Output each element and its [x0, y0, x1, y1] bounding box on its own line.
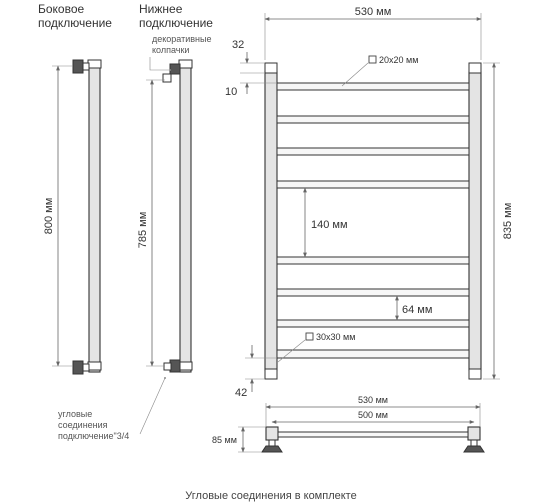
front-width-dimension [265, 6, 481, 60]
decorative-caps-label-line1: декоративные [152, 34, 212, 44]
side-connection-title-line2: подключение [38, 16, 112, 30]
bottom-view-right-post [468, 427, 480, 440]
bottom-view-top-cap [179, 60, 192, 68]
caption: Угловые соединения в комплекте [185, 490, 357, 502]
gap-small-label: 64 мм [402, 304, 433, 316]
side-view-bottom-fitting [73, 361, 83, 374]
crossbar [277, 320, 469, 327]
bottom-view-rail [180, 62, 191, 372]
corner-connection-label-line1: угловые [58, 409, 93, 419]
bottom-connection-title-line1: Нижнее [139, 2, 183, 16]
front-right-rail [469, 72, 481, 370]
crossbar [277, 148, 469, 155]
square-profile-icon [306, 333, 313, 340]
depth-label: 85 мм [212, 435, 237, 445]
front-left-top-cap [265, 63, 277, 73]
bottom-view-right-fitting [464, 446, 484, 452]
bottom-height-label: 785 мм [137, 211, 149, 249]
bottom-view-bottom-cap [179, 362, 192, 370]
side-height-label: 800 мм [43, 197, 55, 235]
profile-small-callout [342, 55, 418, 86]
bottom-offset-label: 42 [235, 387, 248, 399]
square-profile-icon [369, 56, 376, 63]
front-view [265, 63, 481, 379]
profile-small-label: 20x20 мм [379, 55, 419, 65]
decorative-caps-leader [150, 57, 170, 70]
depth-dimension [212, 427, 266, 452]
bottom-view-crossbar [278, 432, 468, 437]
corner-connection-leader [140, 378, 165, 434]
bottom-view-fitting-nut [164, 363, 171, 370]
corner-connection-label-line3: подключение"3/4 [58, 431, 130, 441]
crossbar [277, 257, 469, 264]
gap-large-dimension [305, 188, 348, 257]
side-view-bottom-cap [88, 362, 101, 370]
gap-large-label: 140 мм [311, 219, 348, 231]
side-view-top-cap [88, 60, 101, 68]
front-right-top-cap [469, 63, 481, 73]
total-height-label: 835 мм [502, 202, 514, 240]
front-left-rail [265, 72, 277, 370]
bottom-connection-view [163, 60, 192, 372]
profile-large-label: 30x30 мм [316, 332, 356, 342]
decorative-cap-icon [170, 64, 180, 74]
side-view-top-fitting [73, 60, 83, 73]
side-connection-view [73, 60, 101, 374]
total-height-dimension [483, 63, 514, 379]
decorative-cap-stem [163, 74, 171, 82]
top-offset-label: 32 [232, 39, 245, 51]
bottom-inner-width-label: 500 мм [358, 410, 388, 420]
bottom-height-dimension [137, 80, 165, 366]
front-left-bottom-cap [265, 369, 277, 379]
bottom-connection-title-line2: подключение [139, 16, 213, 30]
gap-small-dimension [397, 296, 432, 320]
bottom-top-view [262, 427, 484, 452]
side-view-rail [89, 62, 100, 372]
corner-connection-label-line2: соединения [58, 420, 108, 430]
bottom-view-left-post [266, 427, 278, 440]
front-right-bottom-cap [469, 369, 481, 379]
crossbar-bottom [277, 350, 469, 358]
side-view-top-nut [83, 63, 89, 70]
side-view-bottom-nut [83, 364, 89, 371]
side-connection-title-line1: Боковое [38, 2, 85, 16]
bar-thickness-label: 10 [225, 86, 238, 98]
crossbar [277, 289, 469, 296]
bottom-view-left-fitting [262, 446, 282, 452]
side-height-dimension [43, 66, 73, 366]
front-width-label: 530 мм [354, 6, 392, 18]
bottom-inner-width-dimension [272, 410, 474, 422]
crossbar [277, 181, 469, 188]
crossbar [277, 83, 469, 90]
crossbar [277, 116, 469, 123]
decorative-caps-label-line2: колпачки [152, 45, 190, 55]
bottom-outer-width-label: 530 мм [358, 395, 388, 405]
